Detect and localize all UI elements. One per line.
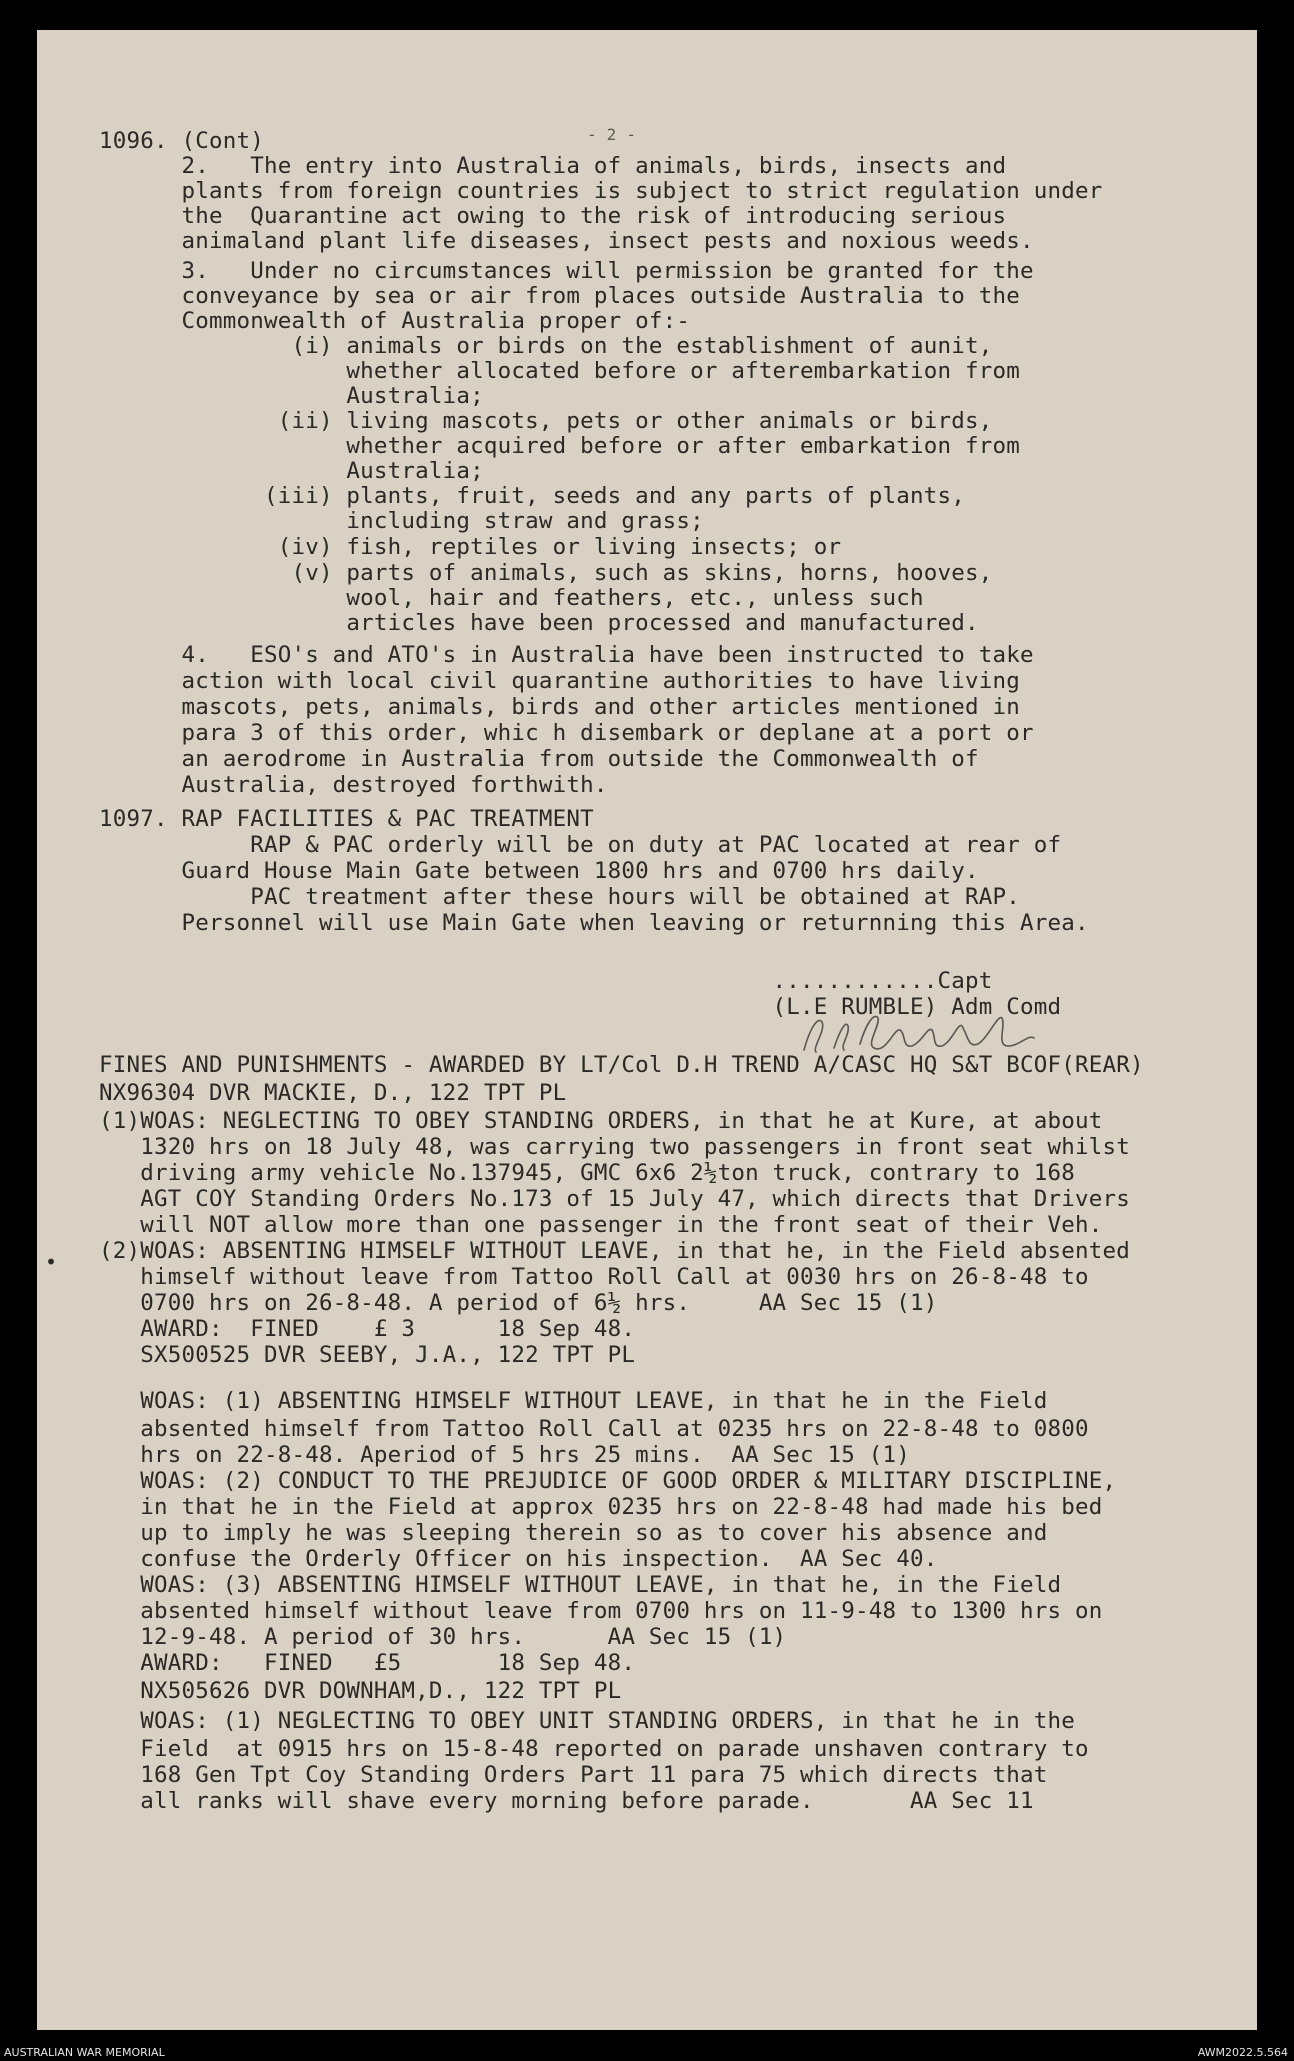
document-line: absented himself from Tattoo Roll Call at 0235 hrs on 22-8-48 to 0800 <box>99 1416 1089 1442</box>
footer-archive-label: AUSTRALIAN WAR MEMORIAL <box>4 2046 165 2059</box>
document-line: (v) parts of animals, such as skins, horns, hooves, <box>99 560 993 586</box>
document-line: hrs on 22-8-48. Aperiod of 5 hrs 25 mins. AA Sec 15 (1) <box>99 1442 911 1468</box>
document-line: all ranks will shave every morning before parade. AA Sec 11 <box>99 1788 1034 1814</box>
document-line: 1096. (Cont) <box>99 128 264 154</box>
document-line: articles have been processed and manufactured. <box>99 610 979 636</box>
document-line: 1097. RAP FACILITIES & PAC TREATMENT <box>99 806 594 832</box>
document-line: NX96304 DVR MACKIE, D., 122 TPT PL <box>99 1080 567 1106</box>
document-line: (L.E RUMBLE) Adm Comd <box>99 994 1062 1020</box>
document-line: Australia; <box>99 383 484 409</box>
document-line: whether acquired before or after embarkation from <box>99 433 1020 459</box>
document-line: 4. ESO's and ATO's in Australia have been instructed to take <box>99 642 1034 668</box>
document-line: 12-9-48. A period of 30 hrs. AA Sec 15 (1) <box>99 1624 787 1650</box>
document-line: Field at 0915 hrs on 15-8-48 reported on parade unshaven contrary to <box>99 1736 1089 1762</box>
document-line: PAC treatment after these hours will be obtained at RAP. <box>99 884 1020 910</box>
document-line: (iii) plants, fruit, seeds and any parts of plants, <box>99 483 966 509</box>
document-line: plants from foreign countries is subject to strict regulation under <box>99 178 1103 204</box>
hole-punch-mark: • <box>45 1250 58 1274</box>
document-line: (iv) fish, reptiles or living insects; or <box>99 534 842 560</box>
document-line: Commonwealth of Australia proper of:- <box>99 308 691 334</box>
document-line: ............Capt <box>99 968 993 994</box>
document-line: 168 Gen Tpt Coy Standing Orders Part 11 para 75 which directs that <box>99 1762 1048 1788</box>
document-line: Guard House Main Gate between 1800 hrs and 0700 hrs daily. <box>99 858 979 884</box>
document-line: confuse the Orderly Officer on his inspection. AA Sec 40. <box>99 1546 938 1572</box>
document-line: (i) animals or birds on the establishment of aunit, <box>99 333 993 359</box>
document-line: 0700 hrs on 26-8-48. A period of 6½ hrs. AA Sec 15 (1) <box>99 1290 938 1316</box>
document-line: wool, hair and feathers, etc., unless such <box>99 585 924 611</box>
document-line: will NOT allow more than one passenger in the front seat of their Veh. <box>99 1212 1103 1238</box>
document-line: absented himself without leave from 0700 hrs on 11-9-48 to 1300 hrs on <box>99 1598 1103 1624</box>
document-line: WOAS: (1) NEGLECTING TO OBEY UNIT STANDING ORDERS, in that he in the <box>99 1708 1075 1734</box>
document-line: (ii) living mascots, pets or other animals or birds, <box>99 408 993 434</box>
document-line: an aerodrome in Australia from outside the Commonwealth of <box>99 746 979 772</box>
document-line: in that he in the Field at approx 0235 hrs on 22-8-48 had made his bed <box>99 1494 1103 1520</box>
document-line: WOAS: (1) ABSENTING HIMSELF WITHOUT LEAVE, in that he in the Field <box>99 1388 1048 1414</box>
footer-accession-number: AWM2022.5.564 <box>1197 2046 1288 2059</box>
document-line: AGT COY Standing Orders No.173 of 15 July 47, which directs that Drivers <box>99 1186 1130 1212</box>
document-line: AWARD: FINED £ 3 18 Sep 48. <box>99 1316 636 1342</box>
document-line: Personnel will use Main Gate when leaving or returnning this Area. <box>99 910 1089 936</box>
document-line: SX500525 DVR SEEBY, J.A., 122 TPT PL <box>99 1342 636 1368</box>
page-number-marker: - 2 - <box>587 125 637 144</box>
document-line: FINES AND PUNISHMENTS - AWARDED BY LT/Col D.H TREND A/CASC HQ S&T BCOF(REAR) <box>99 1052 1144 1078</box>
document-line: Australia; <box>99 458 484 484</box>
document-line: RAP & PAC orderly will be on duty at PAC located at rear of <box>99 832 1062 858</box>
document-line: animaland plant life diseases, insect pests and noxious weeds. <box>99 228 1034 254</box>
document-line: 3. Under no circumstances will permission be granted for the <box>99 258 1034 284</box>
document-line: action with local civil quarantine authorities to have living <box>99 668 1020 694</box>
document-line: AWARD: FINED £5 18 Sep 48. <box>99 1650 636 1676</box>
document-page <box>37 30 1257 2030</box>
document-line: 2. The entry into Australia of animals, birds, insects and <box>99 153 1007 179</box>
document-line: (2)WOAS: ABSENTING HIMSELF WITHOUT LEAVE, in that he, in the Field absented <box>99 1238 1130 1264</box>
document-line: the Quarantine act owing to the risk of introducing serious <box>99 203 1007 229</box>
document-line: conveyance by sea or air from places outside Australia to the <box>99 283 1020 309</box>
document-line: WOAS: (2) CONDUCT TO THE PREJUDICE OF GOOD ORDER & MILITARY DISCIPLINE, <box>99 1468 1117 1494</box>
document-line: himself without leave from Tattoo Roll Call at 0030 hrs on 26-8-48 to <box>99 1264 1089 1290</box>
document-line: up to imply he was sleeping therein so as to cover his absence and <box>99 1520 1048 1546</box>
document-line: WOAS: (3) ABSENTING HIMSELF WITHOUT LEAVE, in that he, in the Field <box>99 1572 1062 1598</box>
document-line: Australia, destroyed forthwith. <box>99 772 608 798</box>
document-line: including straw and grass; <box>99 508 704 534</box>
document-line: (1)WOAS: NEGLECTING TO OBEY STANDING ORDERS, in that he at Kure, at about <box>99 1108 1103 1134</box>
document-line: NX505626 DVR DOWNHAM,D., 122 TPT PL <box>99 1678 622 1704</box>
document-line: mascots, pets, animals, birds and other articles mentioned in <box>99 694 1020 720</box>
document-line: 1320 hrs on 18 July 48, was carrying two passengers in front seat whilst <box>99 1134 1130 1160</box>
document-line: driving army vehicle No.137945, GMC 6x6 2½ton truck, contrary to 168 <box>99 1160 1075 1186</box>
document-line: para 3 of this order, whic h disembark or deplane at a port or <box>99 720 1034 746</box>
document-line: whether allocated before or afterembarkation from <box>99 358 1020 384</box>
